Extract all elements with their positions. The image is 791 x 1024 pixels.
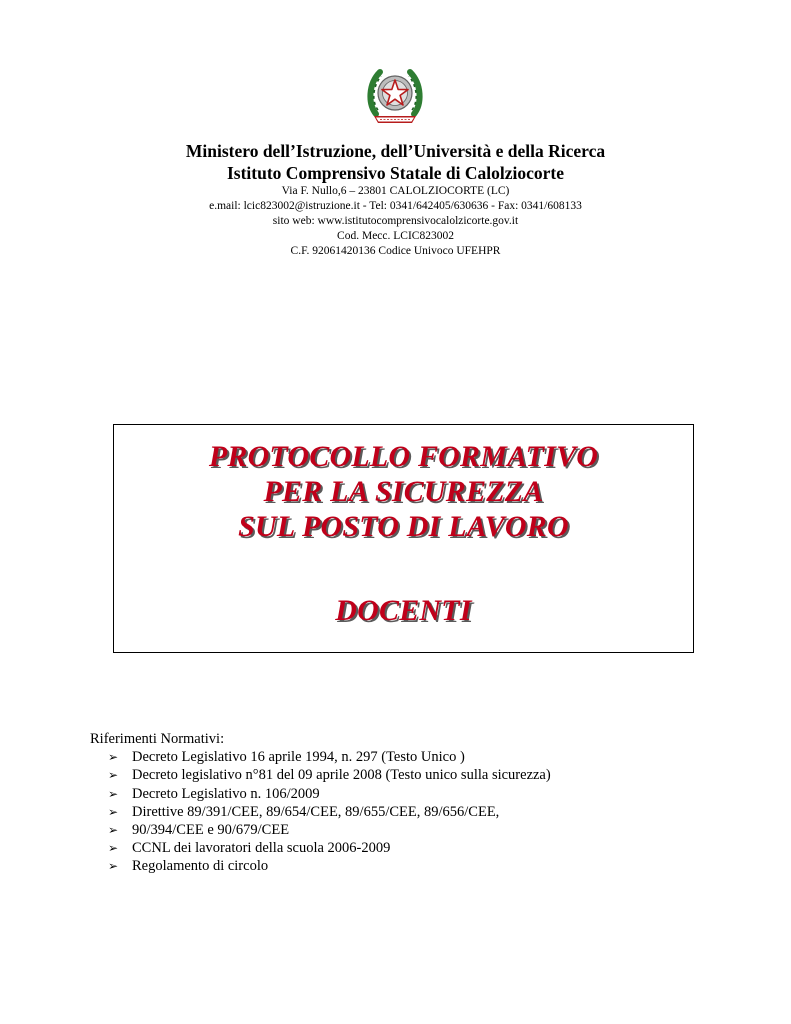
title-audience bbox=[114, 593, 693, 628]
title-block bbox=[114, 439, 693, 544]
reference-text: Regolamento di circolo bbox=[132, 858, 269, 875]
title-line-1: PROTOCOLLO FORMATIVO bbox=[208, 440, 599, 473]
title-box bbox=[113, 424, 694, 653]
ministry-name: Ministero dell’Istruzione, dell’Università e della Ricerca bbox=[185, 141, 606, 161]
reference-text: Decreto Legislativo n. 106/2009 bbox=[132, 785, 320, 802]
list-item bbox=[108, 857, 710, 875]
arrow-bullet-icon: ➢ bbox=[108, 823, 119, 838]
arrow-bullet-icon: ➢ bbox=[108, 750, 119, 765]
list-item bbox=[108, 803, 710, 821]
reference-text: Decreto legislativo n°81 del 09 aprile 2008 (Testo unico sulla sicurezza) bbox=[132, 767, 551, 784]
reference-text: Direttive 89/391/CEE, 89/654/CEE, 89/655/CEE, 89/656/CEE, bbox=[132, 803, 500, 820]
school-website: sito web: www.istitutocomprensivocalolzicorte.gov.it bbox=[272, 215, 519, 227]
school-name: Istituto Comprensivo Statale di Calolziocorte bbox=[226, 163, 564, 183]
school-address: Via F. Nullo,6 – 23801 CALOLZIOCORTE (LC) bbox=[281, 185, 510, 197]
title-line-4: DOCENTI bbox=[335, 594, 472, 627]
arrow-bullet-icon: ➢ bbox=[108, 768, 119, 783]
school-code: Cod. Mecc. LCIC823002 bbox=[337, 230, 454, 242]
references-section bbox=[90, 730, 710, 876]
arrow-bullet-icon: ➢ bbox=[108, 841, 119, 856]
reference-text: CCNL dei lavoratori della scuola 2006-2009 bbox=[132, 840, 391, 857]
italian-republic-emblem-icon bbox=[366, 64, 424, 126]
list-item bbox=[108, 785, 710, 803]
list-item bbox=[108, 839, 710, 857]
list-item bbox=[108, 766, 710, 784]
title-line-3: SUL POSTO DI LAVORO bbox=[238, 510, 569, 543]
title-line-2: PER LA SICUREZZA bbox=[263, 475, 544, 508]
references-list bbox=[90, 748, 710, 875]
reference-text: 90/394/CEE e 90/679/CEE bbox=[132, 822, 290, 839]
list-item bbox=[108, 821, 710, 839]
arrow-bullet-icon: ➢ bbox=[108, 804, 119, 819]
reference-text: Decreto Legislativo 16 aprile 1994, n. 297 (Testo Unico ) bbox=[132, 749, 465, 766]
list-item bbox=[108, 748, 710, 766]
document-header bbox=[0, 140, 791, 259]
references-heading: Riferimenti Normativi: bbox=[90, 731, 225, 747]
arrow-bullet-icon: ➢ bbox=[108, 786, 119, 801]
school-fiscal-code: C.F. 92061420136 Codice Univoco UFEHPR bbox=[290, 245, 501, 257]
school-contacts: e.mail: lcic823002@istruzione.it - Tel: 0341/642405/630636 - Fax: 0341/608133 bbox=[209, 200, 582, 212]
arrow-bullet-icon: ➢ bbox=[108, 859, 119, 874]
